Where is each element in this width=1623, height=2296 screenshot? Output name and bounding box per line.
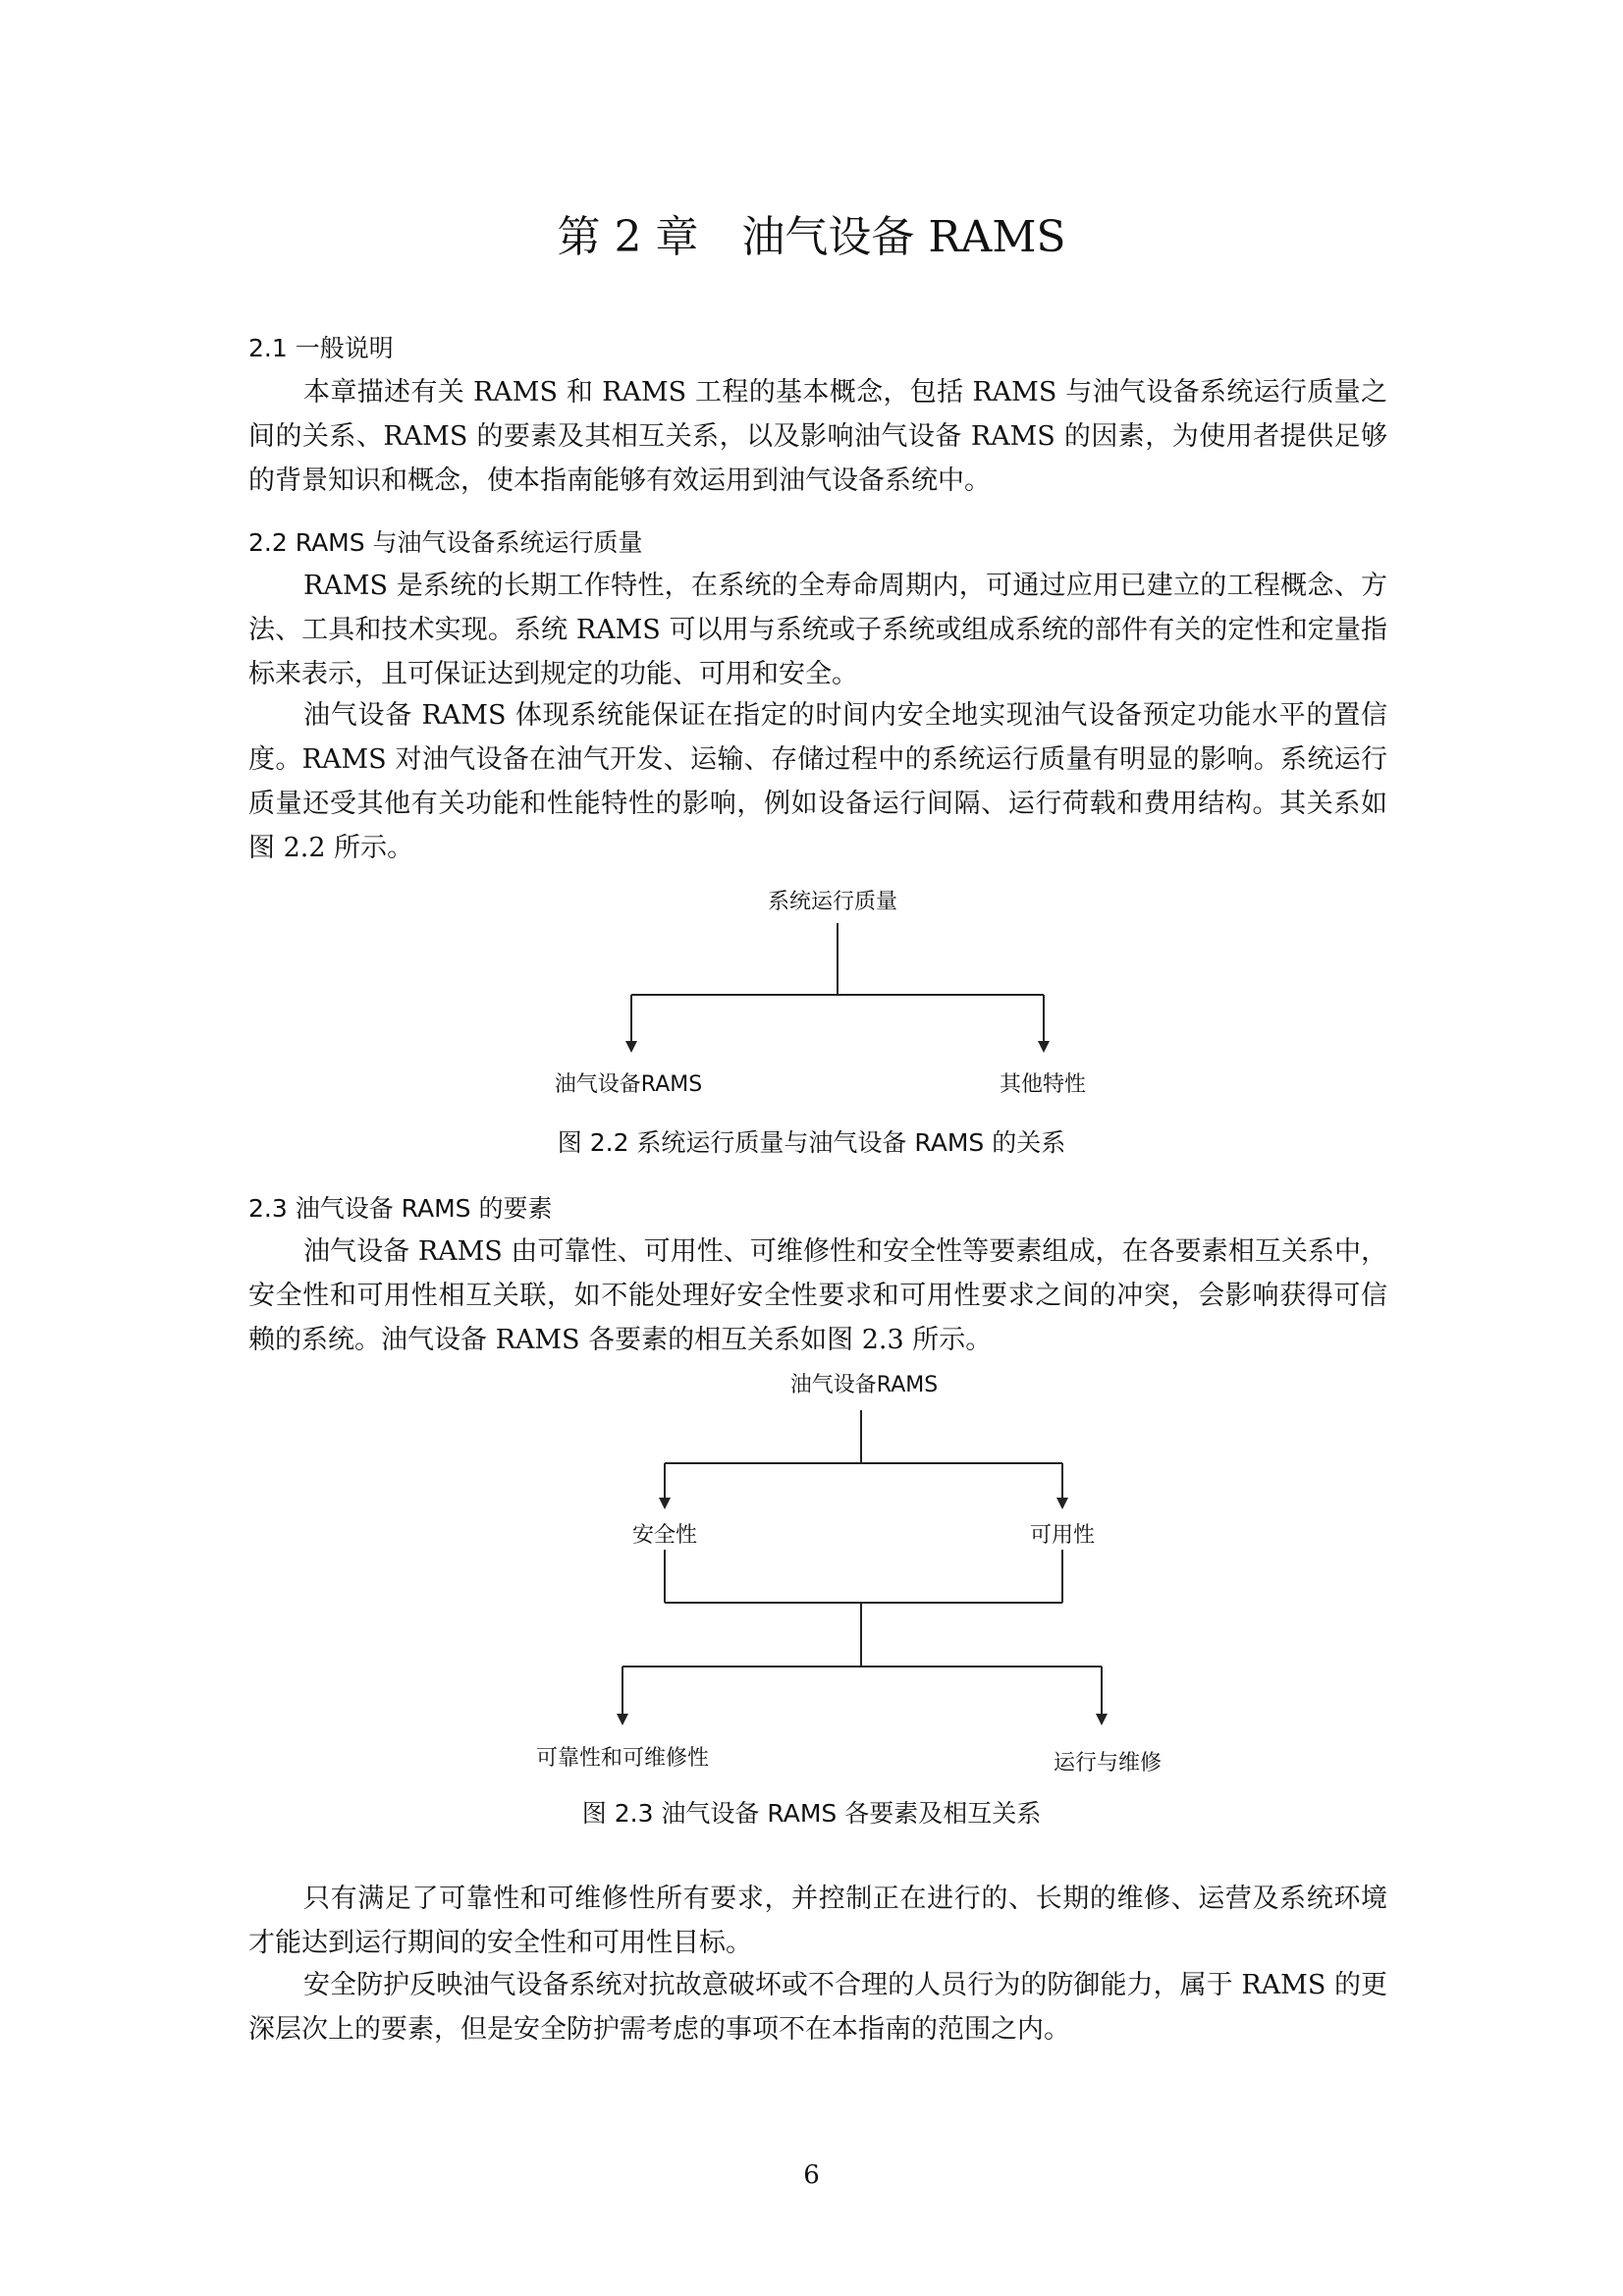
fig22-left-arrowhead xyxy=(625,1041,637,1053)
section-2-1-paragraph-1: 本章描述有关 RAMS 和 RAMS 工程的基本概念，包括 RAMS 与油气设备系统运行质量之间的关系、RAMS 的要素及其相互关系，以及影响油气设备 RAMS 的因素，为使用者提供足够的背景知识和概念，使本指南能够有效运用到油气设备系统中。 xyxy=(248,377,1387,496)
fig23-bottom-left-node: 可靠性和可维修性 xyxy=(535,1746,710,1771)
figure-2-3-connectors xyxy=(617,1410,1108,1725)
closing-paragraph-1: 只有满足了可靠性和可维修性所有要求，并控制正在进行的、长期的维修、运营及系统环境才能达到运行期间的安全性和可用性目标。 xyxy=(248,1884,1387,1958)
fig22-top-node: 系统运行质量 xyxy=(767,890,898,914)
section-2-3-paragraph-1: 油气设备 RAMS 由可靠性、可用性、可维修性和安全性等要素组成，在各要素相互关系中，安全性和可用性相互关联，如不能处理好安全性要求和可用性要求之间的冲突，会影响获得可信赖的系统。油气设备 RAMS 各要素的相互关系如图 2.3 所示。 xyxy=(248,1236,1387,1355)
section-2-1-heading: 2.1 一般说明 xyxy=(248,334,394,362)
section-2-2-paragraph-2: 油气设备 RAMS 体现系统能保证在指定的时间内安全地实现油气设备预定功能水平的置信度。RAMS 对油气设备在油气开发、运输、存储过程中的系统运行质量有明显的影响。系统运行质量还受其他有关功能和性能特性的影响，例如设备运行间隔、运行荷载和费用结构。其关系如图 2.2 所示。 xyxy=(248,700,1387,863)
section-2-2-heading: 2.2 RAMS 与油气设备系统运行质量 xyxy=(248,528,643,557)
figure-2-2-caption: 图 2.2 系统运行质量与油气设备 RAMS 的关系 xyxy=(557,1128,1066,1157)
fig23-left-arrowhead xyxy=(659,1498,671,1509)
section-2-2-paragraph-1: RAMS 是系统的长期工作特性，在系统的全寿命周期内，可通过应用已建立的工程概念、方法、工具和技术实现。系统 RAMS 可以用与系统或子系统或组成系统的部件有关的定性和定量指标来表示，且可保证达到规定的功能、可用和安全。 xyxy=(248,571,1387,689)
fig23-top-node: 油气设备RAMS xyxy=(789,1373,939,1397)
figure-2-3-caption: 图 2.3 油气设备 RAMS 各要素及相互关系 xyxy=(581,1799,1042,1828)
section-2-3-heading: 2.3 油气设备 RAMS 的要素 xyxy=(248,1194,553,1223)
closing-paragraph-2: 安全防护反映油气设备系统对抗故意破坏或不合理的人员行为的防御能力，属于 RAMS 的更深层次上的要素，但是安全防护需考虑的事项不在本指南的范围之内。 xyxy=(248,1970,1387,2045)
fig23-mid-left-node: 安全性 xyxy=(631,1523,698,1548)
chapter-title: 第 2 章 油气设备 RAMS xyxy=(557,212,1066,262)
fig23-bottom-right-node: 运行与维修 xyxy=(1053,1751,1163,1776)
fig23-mid-right-node: 可用性 xyxy=(1029,1523,1096,1548)
figure-2-2-connectors xyxy=(625,923,1050,1053)
fig23-bottom-left-arrowhead xyxy=(617,1714,628,1725)
fig23-right-arrowhead xyxy=(1056,1498,1068,1509)
fig22-right-node: 其他特性 xyxy=(999,1072,1087,1097)
fig22-left-node: 油气设备RAMS xyxy=(554,1072,703,1097)
fig22-right-arrowhead xyxy=(1038,1041,1050,1053)
fig23-bottom-right-arrowhead xyxy=(1096,1714,1108,1725)
page-number: 6 xyxy=(803,2160,820,2190)
